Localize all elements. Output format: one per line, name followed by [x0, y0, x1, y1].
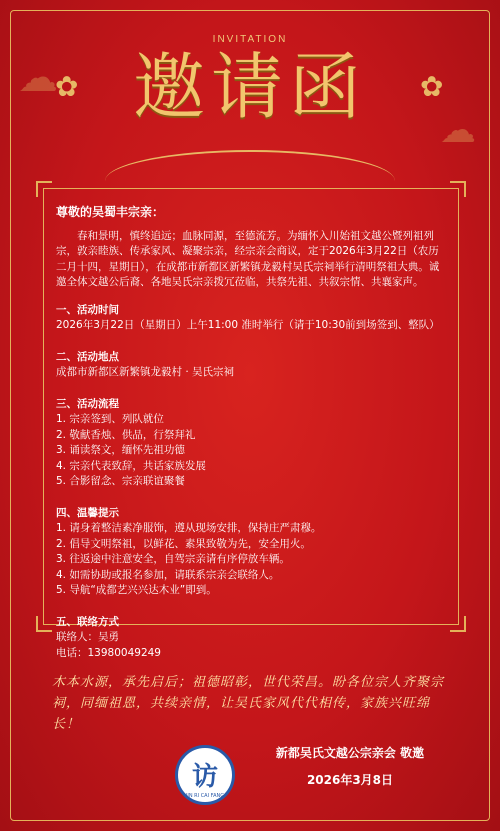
section-line: 4. 宗亲代表致辞，共话家族发展: [56, 459, 206, 472]
section-line: 1. 宗亲签到、列队就位: [56, 413, 164, 425]
section-time: [56, 303, 448, 334]
letter-body: [56, 205, 448, 661]
section-process: [56, 397, 448, 490]
section-line: 2. 敬献香烛、供品，行祭拜礼: [56, 428, 196, 441]
section-tips: [56, 506, 448, 599]
section-location: [56, 350, 448, 381]
section-line: 2026年3月22日（星期日）上午11:00 准时举行（请于10:30前到场签到、整队）: [56, 319, 440, 331]
section-line: 4. 如需协助或报名参加，请联系宗亲会联络人。: [56, 568, 280, 581]
cloud-icon: ☁: [18, 55, 58, 101]
section-title: 二、活动地点: [56, 350, 119, 363]
logo-subtext: JIN RI CAI FANG: [185, 793, 225, 799]
section-line: 3. 往返途中注意安全，自驾宗亲请有序停放车辆。: [56, 553, 290, 565]
contact-phone[interactable]: 电话：13980049249: [56, 646, 161, 659]
section-line: 5. 合影留念、宗亲联谊聚餐: [56, 475, 185, 487]
section-line: 1. 请身着整洁素净服饰，遵从现场安排，保持庄严肃穆。: [56, 522, 322, 534]
signature-block: [240, 740, 460, 794]
invitation-title: 邀请函: [132, 45, 367, 129]
section-title: 三、活动流程: [56, 397, 119, 410]
signature-date: 2026年3月8日: [306, 773, 394, 787]
logo-char: 访: [191, 762, 218, 792]
signature-org: 新都吴氏文越公宗亲会 敬邀: [275, 746, 425, 760]
closing-blessing: 木本水源，承先启后；祖德昭彰，世代荣昌。盼各位宗人齐聚宗祠，同缅祖恩，共续亲情，让吴氏家风代代相传，家族兴旺绵长！: [52, 675, 445, 732]
invitation-en-label: INVITATION: [212, 34, 288, 45]
section-line: 5. 导航“成都艺兴兴达木业”即到。: [56, 584, 217, 596]
contact-person: 联络人：吴勇: [56, 631, 119, 643]
plum-blossom-icon: ✿: [420, 70, 444, 103]
greeting: 尊敬的吴蜀丰宗亲：: [56, 205, 165, 219]
plum-blossom-icon: ✿: [55, 70, 79, 103]
intro-paragraph: 春和景明，慎终追远；血脉同源，至德流芳。为缅怀入川始祖文越公暨列祖列宗，敦亲睦族、传承家风、凝聚宗亲，经宗亲会商议，定于2026年3月22日（农历二月十四，星期日），在成都市新都区新繁镇龙毅村吴氏宗祠举行清明祭祖大典。诚邀全体文越公后裔、各地吴氏宗亲拨冗莅临，共祭先祖、共叙宗情、共襄家声。: [56, 229, 440, 288]
section-contact: [56, 615, 448, 662]
section-title: 一、活动时间: [56, 303, 119, 316]
section-line: 成都市新都区新繁镇龙毅村 · 吴氏宗祠: [56, 366, 235, 378]
section-line: 2. 倡导文明祭祖，以鲜花、素果致敬为先，安全用火。: [56, 537, 311, 550]
jinri-caifang-logo: [175, 745, 235, 805]
cloud-icon: ☁: [440, 110, 476, 151]
section-line: 3. 诵读祭文，缅怀先祖功德: [56, 444, 185, 456]
section-title: 四、温馨提示: [56, 506, 119, 519]
section-title: 五、联络方式: [56, 615, 119, 628]
